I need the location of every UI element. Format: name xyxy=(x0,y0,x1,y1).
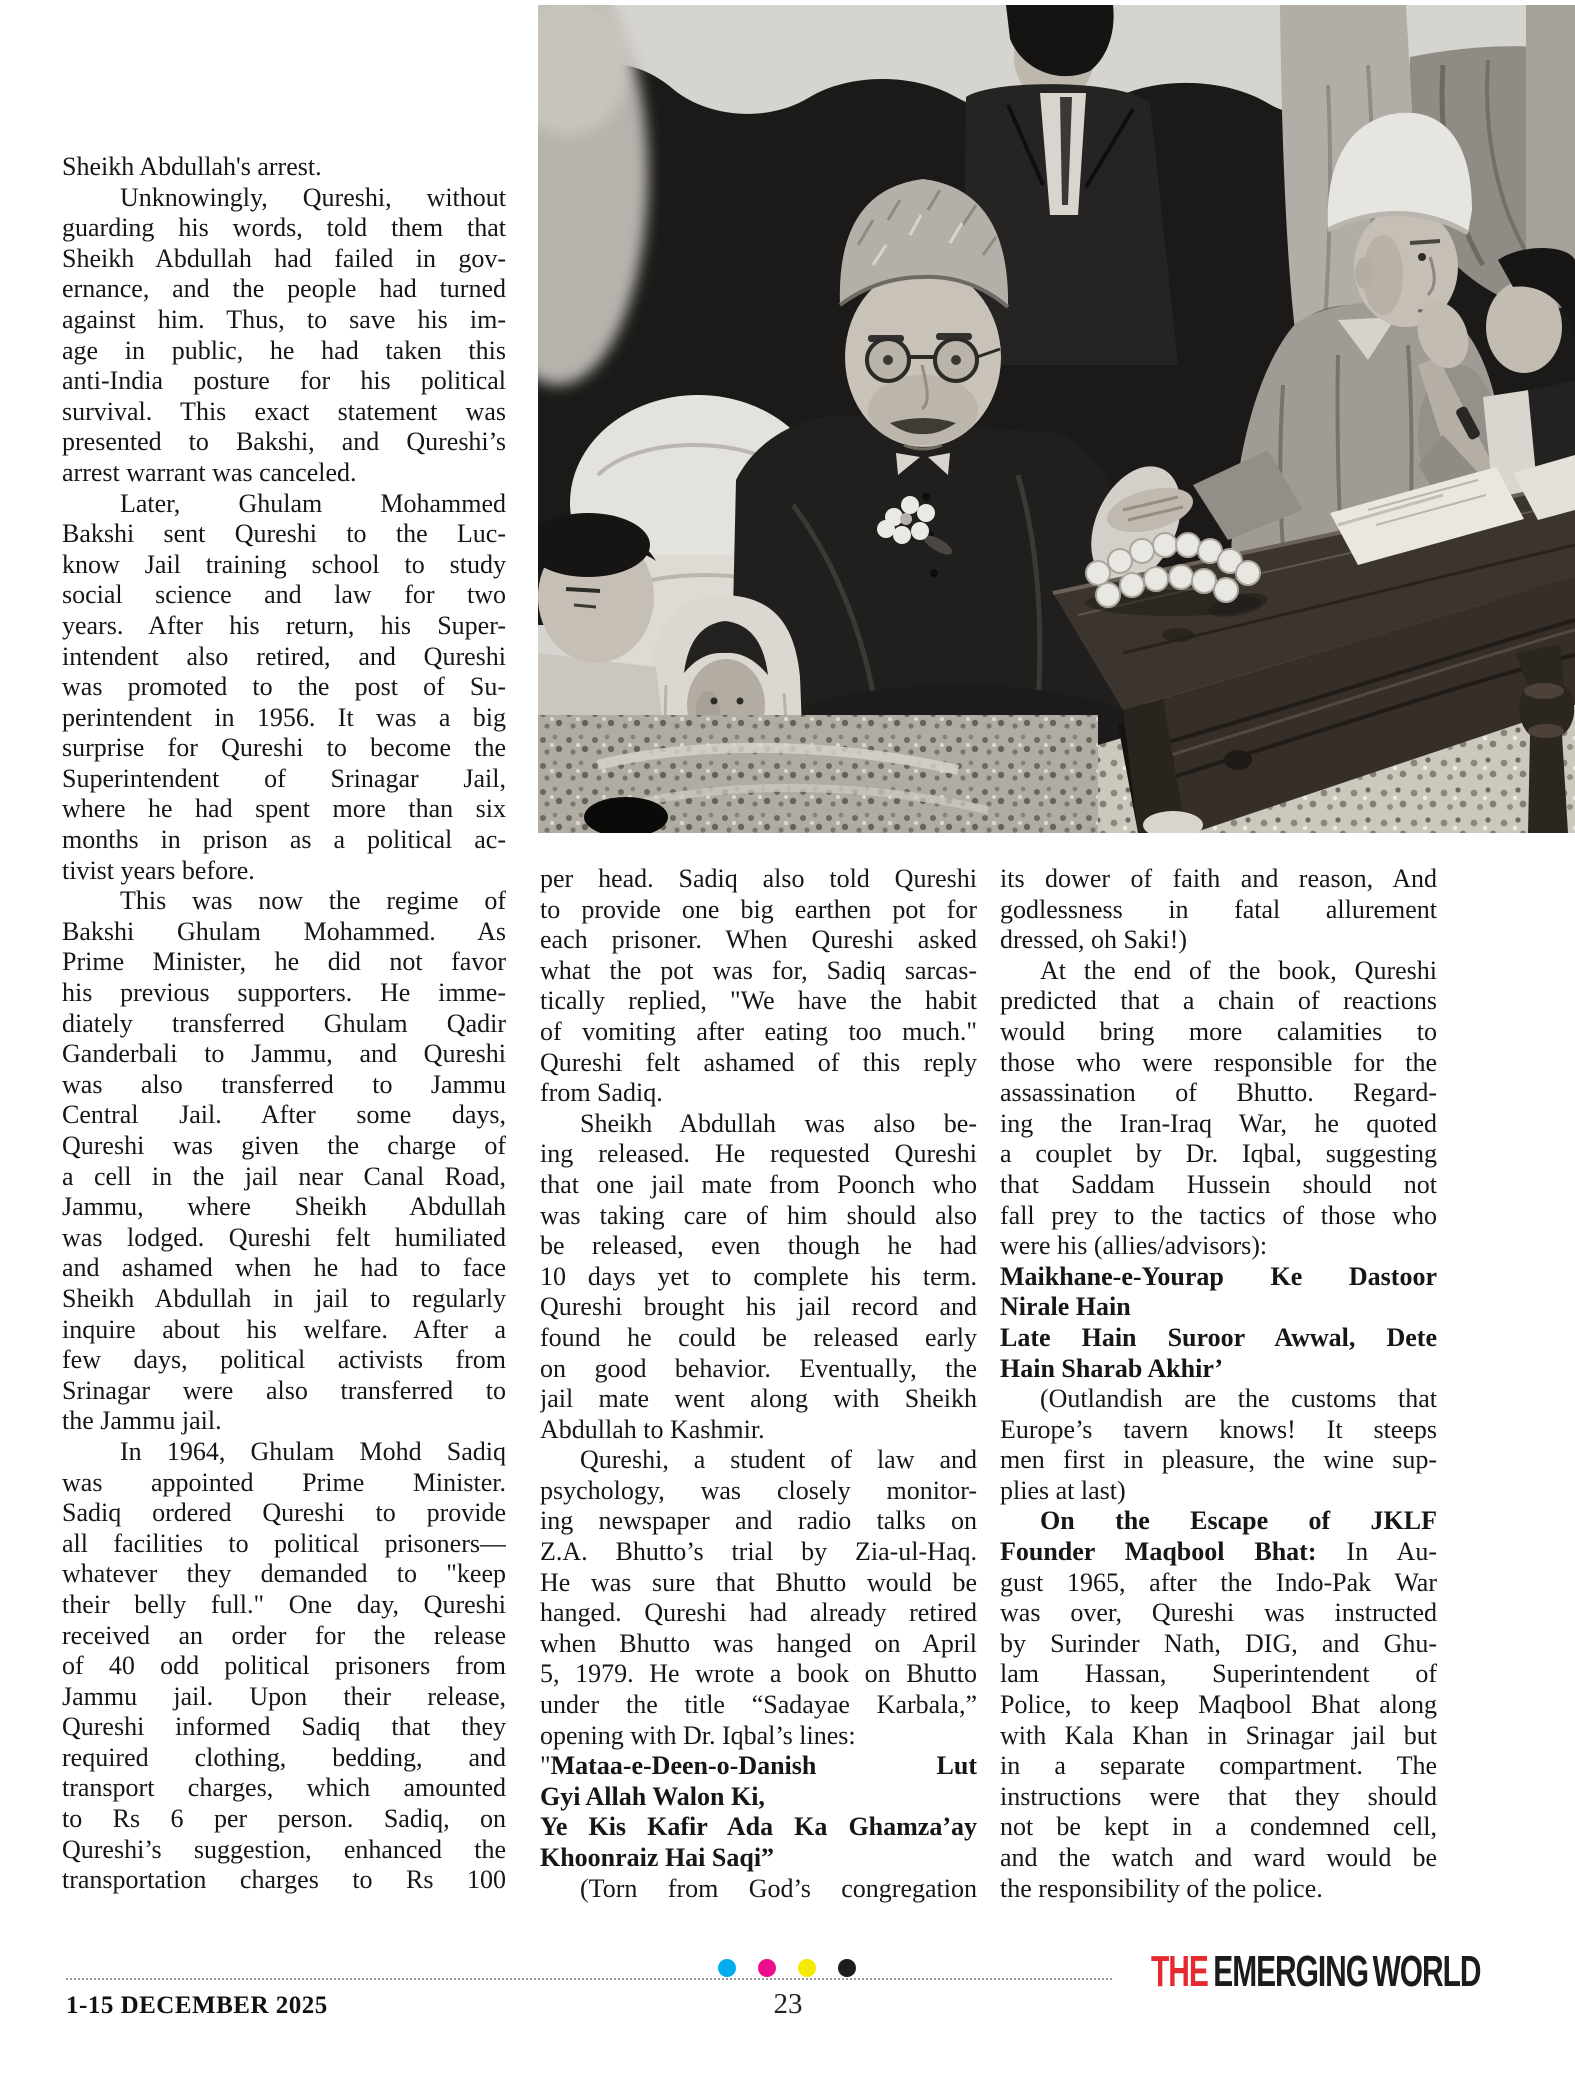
text-line: with Kala Khan in Srinagar jail but xyxy=(1000,1720,1437,1750)
masthead-word-emerging-world: EMERGING WORLD xyxy=(1212,1947,1480,1996)
text-line: the responsibility of the police. xyxy=(1000,1873,1323,1903)
text-line: gust 1965, after the Indo-Pak War xyxy=(1000,1567,1437,1597)
text-line: his previous supporters. He imme- xyxy=(62,978,506,1008)
text-line: Prime Minister, he did not favor xyxy=(62,947,506,977)
text-line: Europe’s tavern knows! It steeps xyxy=(1000,1414,1437,1444)
text-line: Police, to keep Maqbool Bhat along xyxy=(1000,1690,1437,1720)
text-line: Jammu, where Sheikh Abdullah xyxy=(62,1192,506,1222)
text-line: Nirale Hain xyxy=(1000,1292,1131,1322)
text-line: Sheikh Abdullah was also be- xyxy=(580,1108,977,1138)
text-line: Hain Sharab Akhir’ xyxy=(1000,1353,1223,1383)
text-line: received an order for the release xyxy=(62,1620,506,1650)
text-line: a cell in the jail near Canal Road, xyxy=(62,1161,506,1191)
text-line: survival. This exact statement was xyxy=(62,396,506,426)
text-line: was appointed Prime Minister. xyxy=(62,1467,506,1497)
text-line: dressed, oh Saki!) xyxy=(1000,925,1188,955)
text-line: tically replied, "We have the habit xyxy=(540,986,977,1016)
text-line: plies at last) xyxy=(1000,1475,1126,1505)
text-line: Late Hain Suroor Awwal, Dete xyxy=(1000,1322,1437,1352)
text-line: Qureshi brought his jail record and xyxy=(540,1292,977,1322)
text-line: of vomiting after eating too much." xyxy=(540,1016,977,1046)
text-line: Founder Maqbool Bhat: In Au- xyxy=(1000,1537,1437,1567)
text-line: perintendent in 1956. It was a big xyxy=(62,702,506,732)
text-line: each prisoner. When Qureshi asked xyxy=(540,925,977,955)
text-line: when Bhutto was hanged on April xyxy=(540,1628,977,1658)
issue-date: 1-15 DECEMBER 2025 xyxy=(66,1992,328,2019)
text-line: surprise for Qureshi to become the xyxy=(62,733,506,763)
text-line: diately transferred Ghulam Qadir xyxy=(62,1008,506,1038)
text-line: was over, Qureshi was instructed xyxy=(1000,1598,1437,1628)
text-line: Srinagar were also transferred to xyxy=(62,1375,506,1405)
text-line: Qureshi, a student of law and xyxy=(580,1445,977,1475)
page-number: 23 xyxy=(773,1988,803,2020)
text-line: ing newspaper and radio talks on xyxy=(540,1506,977,1536)
text-line: and ashamed when he had to face xyxy=(62,1253,506,1283)
text-line: be released, even though he had xyxy=(540,1231,977,1261)
text-line: Gyi Allah Walon Ki, xyxy=(540,1781,765,1811)
text-line: Sheikh Abdullah had failed in gov- xyxy=(62,243,506,273)
text-line: intendent also retired, and Qureshi xyxy=(62,641,506,671)
text-line: know Jail training school to study xyxy=(62,549,506,579)
text-line: under the title “Sadayae Karbala,” xyxy=(540,1690,977,1720)
text-line: presented to Bakshi, and Qureshi’s xyxy=(62,427,506,457)
text-line: was taking care of him should also xyxy=(540,1200,977,1230)
text-line: ing the Iran-Iraq War, he quoted xyxy=(1000,1108,1437,1138)
text-line: godlessness in fatal allurement xyxy=(1000,894,1437,924)
text-line: ernance, and the people had turned xyxy=(62,274,506,304)
text-line: hanged. Qureshi had already retired xyxy=(540,1598,977,1628)
text-line: Superintendent of Srinagar Jail, xyxy=(62,763,506,793)
article-column-left xyxy=(62,152,506,1896)
text-line: was promoted to the post of Su- xyxy=(62,672,506,702)
text-line: from Sadiq. xyxy=(540,1078,663,1108)
text-line: and the watch and ward would be xyxy=(1000,1843,1437,1872)
text-line: instructions were that they should xyxy=(1000,1781,1437,1811)
text-line: of 40 odd political prisoners from xyxy=(62,1651,506,1681)
text-line: years. After his return, his Super- xyxy=(62,610,506,640)
text-line: what the pot was for, Sadiq sarcas- xyxy=(540,955,977,985)
article-column-middle xyxy=(540,864,977,1904)
text-line: their belly full." One day, Qureshi xyxy=(62,1589,506,1619)
text-line: Bakshi Ghulam Mohammed. As xyxy=(62,916,506,946)
text-line: jail mate went along with Sheikh xyxy=(540,1384,977,1414)
text-line: would bring more calamities to xyxy=(1000,1016,1437,1046)
text-line: against him. Thus, to save his im- xyxy=(62,304,506,334)
text-line: This was now the regime of xyxy=(120,886,506,916)
text-line: assassination of Bhutto. Regard- xyxy=(1000,1078,1437,1108)
print-color-dot-magenta xyxy=(758,1959,776,1977)
photo-illustration xyxy=(538,5,1575,833)
text-line: per head. Sadiq also told Qureshi xyxy=(540,864,977,893)
text-line: a couplet by Dr. Iqbal, suggesting xyxy=(1000,1139,1437,1169)
text-line: Later, Ghulam Mohammed xyxy=(120,488,506,518)
print-color-dot-yellow xyxy=(798,1959,816,1977)
text-line: Ye Kis Kafir Ada Ka Ghamza’ay xyxy=(540,1812,977,1842)
text-line: social science and law for two xyxy=(62,580,506,610)
text-line: Central Jail. After some days, xyxy=(62,1100,506,1130)
text-line: lam Hassan, Superintendent of xyxy=(1000,1659,1437,1689)
text-line: was also transferred to Jammu xyxy=(62,1069,506,1099)
print-registration-marks xyxy=(718,1959,856,1977)
text-line: found he could be released early xyxy=(540,1322,977,1352)
text-line: fall prey to the tactics of those who xyxy=(1000,1200,1437,1230)
text-line: Qureshi informed Sadiq that they xyxy=(62,1712,506,1742)
text-line: inquire about his welfare. After a xyxy=(62,1314,506,1344)
text-line: that one jail mate from Poonch who xyxy=(540,1169,977,1199)
text-line: Qureshi felt ashamed of this reply xyxy=(540,1047,977,1077)
text-line: Khoonraiz Hai Saqi” xyxy=(540,1843,775,1872)
text-line: in a separate compartment. The xyxy=(1000,1751,1437,1781)
text-line: months in prison as a political ac- xyxy=(62,825,506,855)
text-line: tivist years before. xyxy=(62,855,255,885)
article-photo xyxy=(538,5,1575,833)
text-line: by Surinder Nath, DIG, and Ghu- xyxy=(1000,1628,1437,1658)
text-line: 5, 1979. He wrote a book on Bhutto xyxy=(540,1659,977,1689)
text-line: (Torn from God’s congregation xyxy=(580,1873,977,1903)
text-line: to provide one big earthen pot for xyxy=(540,894,977,924)
text-line: not be kept in a condemned cell, xyxy=(1000,1812,1437,1842)
text-line: predicted that a chain of reactions xyxy=(1000,986,1437,1016)
text-line: age in public, he had taken this xyxy=(62,335,506,365)
text-line: arrest warrant was canceled. xyxy=(62,457,357,487)
text-line: transportation charges to Rs 100 xyxy=(62,1865,506,1895)
text-line: Abdullah to Kashmir. xyxy=(540,1414,765,1444)
text-line: to Rs 6 per person. Sadiq, on xyxy=(62,1804,506,1834)
text-line: At the end of the book, Qureshi xyxy=(1040,955,1437,985)
text-line: its dower of faith and reason, And xyxy=(1000,864,1437,893)
print-color-dot-cyan xyxy=(718,1959,736,1977)
text-line: Jammu jail. Upon their release, xyxy=(62,1681,506,1711)
text-line: Qureshi was given the charge of xyxy=(62,1131,506,1160)
text-line: the Jammu jail. xyxy=(62,1406,222,1436)
text-line: Ganderbali to Jammu, and Qureshi xyxy=(62,1039,506,1069)
text-line: those who were responsible for the xyxy=(1000,1047,1437,1077)
text-line: Sheikh Abdullah in jail to regularly xyxy=(62,1283,506,1313)
masthead-word-the: THE xyxy=(1150,1947,1208,1996)
text-line: opening with Dr. Iqbal’s lines: xyxy=(540,1720,856,1750)
text-line: ing released. He requested Qureshi xyxy=(540,1139,977,1169)
text-line: that Saddam Hussein should not xyxy=(1000,1169,1437,1199)
text-line: transport charges, which amounted xyxy=(62,1773,506,1803)
text-line: all facilities to political prisoners— xyxy=(62,1528,506,1558)
text-line: required clothing, bedding, and xyxy=(62,1742,506,1772)
text-line: Sadiq ordered Qureshi to provide xyxy=(62,1498,506,1528)
text-line: Bakshi sent Qureshi to the Luc- xyxy=(62,519,506,549)
print-color-dot-black xyxy=(838,1959,856,1977)
text-line: guarding his words, told them that xyxy=(62,213,506,243)
text-line: "Mataa-e-Deen-o-Danish Lut xyxy=(540,1751,977,1781)
text-line: where he had spent more than six xyxy=(62,794,506,824)
article-column-right xyxy=(1000,864,1437,1904)
footer-divider xyxy=(66,1978,1112,1980)
text-line: Unknowingly, Qureshi, without xyxy=(120,182,506,212)
text-line: 10 days yet to complete his term. xyxy=(540,1261,977,1291)
text-line: Maikhane-e-Yourap Ke Dastoor xyxy=(1000,1261,1437,1291)
text-line: Sheikh Abdullah's arrest. xyxy=(62,152,322,181)
text-line: men first in pleasure, the wine sup- xyxy=(1000,1445,1437,1475)
text-line: whatever they demanded to "keep xyxy=(62,1559,506,1589)
text-line: On the Escape of JKLF xyxy=(1040,1506,1437,1536)
text-line: Z.A. Bhutto’s trial by Zia-ul-Haq. xyxy=(540,1537,977,1567)
text-line: In 1964, Ghulam Mohd Sadiq xyxy=(120,1436,506,1466)
text-line: on good behavior. Eventually, the xyxy=(540,1353,977,1383)
text-line: He was sure that Bhutto would be xyxy=(540,1567,977,1597)
text-line: were his (allies/advisors): xyxy=(1000,1231,1268,1261)
masthead-logo xyxy=(1150,1947,1480,1996)
text-line: was lodged. Qureshi felt humiliated xyxy=(62,1222,506,1252)
text-line: anti-India posture for his political xyxy=(62,366,506,396)
text-line: Qureshi’s suggestion, enhanced the xyxy=(62,1834,506,1864)
text-line: (Outlandish are the customs that xyxy=(1040,1384,1437,1414)
text-line: psychology, was closely monitor- xyxy=(540,1475,977,1505)
text-line: few days, political activists from xyxy=(62,1345,506,1375)
